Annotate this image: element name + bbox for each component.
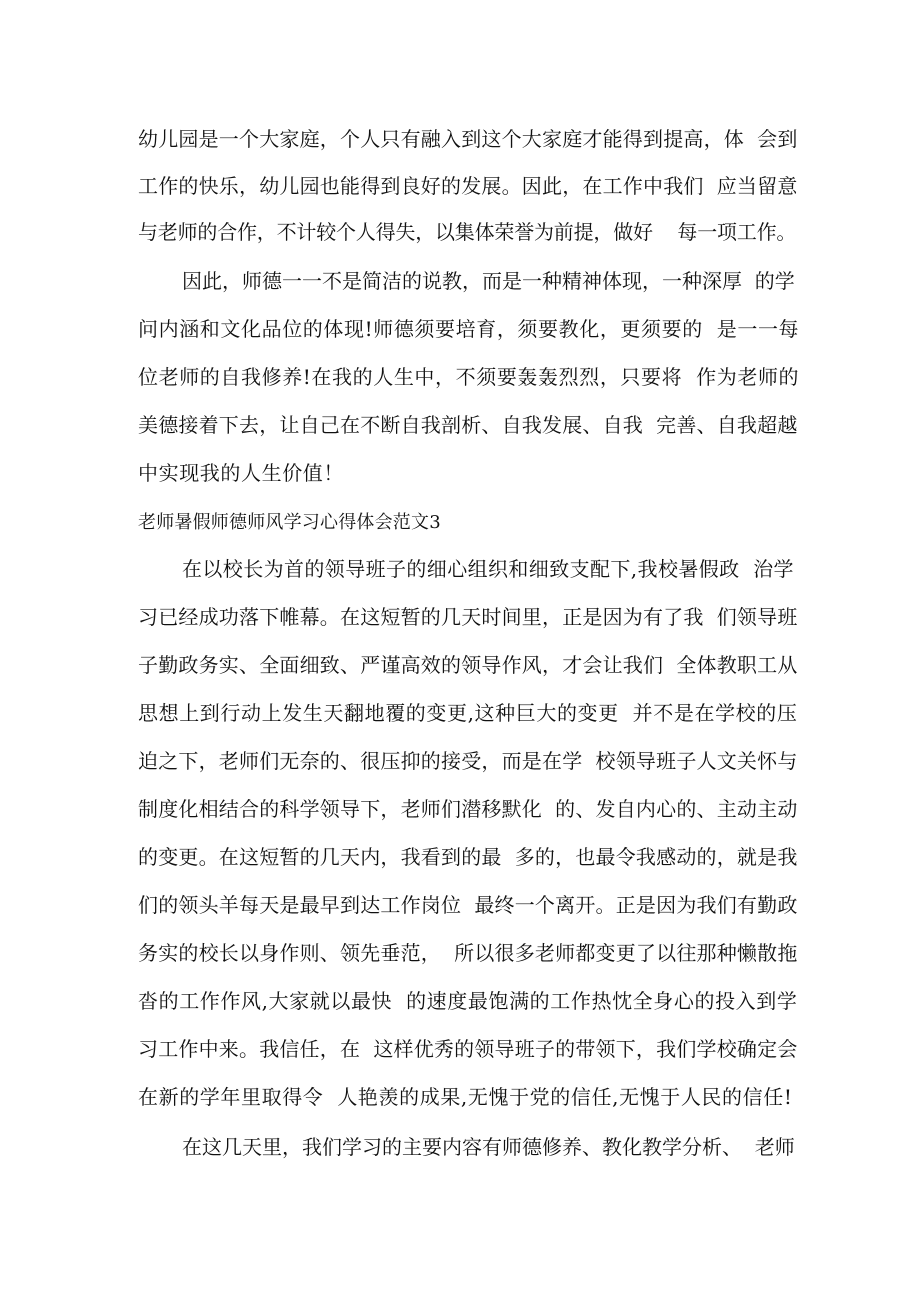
- text-line: 因此，师德一一不是简洁的说教，而是一种精神体现，一种深厚 的学: [182, 269, 795, 293]
- text-line: 们的领头羊每天是最早到达工作岗位 最终一个离开。正是因为我们有勤政: [138, 893, 798, 917]
- text-line: 在这几天里，我们学习的主要内容有师德修养、教化教学分析、 老师: [182, 1135, 795, 1159]
- text-line: 在新的学年里取得令 人艳羡的成果,无愧于党的信任,无愧于人民的信任!: [138, 1085, 793, 1109]
- text-line: 习工作中来。我信任，在 这样优秀的领导班子的带领下，我们学校确定会: [138, 1037, 798, 1061]
- text-line: 美德接着下去，让自己在不断自我剖析、自我发展、自我 完善、自我超越: [138, 413, 798, 437]
- text-line: 思想上到行动上发生天翻地覆的变更,这种巨大的变更 并不是在学校的压: [138, 701, 798, 725]
- text-line: 沓的工作作风,大家就以最快 的速度最饱满的工作热忱全身心的投入到学: [138, 989, 798, 1013]
- text-line: 幼儿园是一个大家庭，个人只有融入到这个大家庭才能得到提高，体 会到: [138, 127, 798, 151]
- text-line: 务实的校长以身作则、领先垂范， 所以很多老师都变更了以往那种懒散拖: [138, 941, 798, 965]
- text-line: 位老师的自我修养!在我的人生中，不须要轰轰烈烈，只要将 作为老师的: [138, 365, 800, 389]
- section-heading: 老师暑假师德师风学习心得体会范文3: [138, 512, 441, 533]
- text-line: 子勤政务实、全面细致、严谨高效的领导作风，才会让我们 全体教职工从: [138, 653, 798, 677]
- text-line: 工作的快乐，幼儿园也能得到良好的发展。因此，在工作中我们 应当留意: [138, 174, 798, 198]
- text-line: 与老师的合作，不计较个人得失，以集体荣誉为前提，做好 每一项工作。: [138, 220, 797, 244]
- text-line: 制度化相结合的科学领导下，老师们潜移默化 的、发自内心的、主动主动: [138, 797, 798, 821]
- text-line: 中实现我的人生价值！: [138, 461, 344, 485]
- text-line: 的变更。在这短暂的几天内，我看到的最 多的，也最令我感动的，就是我: [138, 845, 798, 869]
- text-line: 习已经成功落下帷幕。在这短暂的几天时间里，正是因为有了我 们领导班: [138, 605, 798, 629]
- text-line: 在以校长为首的领导班子的细心组织和细致支配下,我校暑假政 治学: [182, 557, 794, 581]
- text-line: 问内涵和文化品位的体现!师德须要培育，须要教化，更须要的 是一一每: [138, 317, 800, 341]
- text-line: 迫之下，老师们无奈的、很压抑的接受，而是在学 校领导班子人文关怀与: [138, 749, 798, 773]
